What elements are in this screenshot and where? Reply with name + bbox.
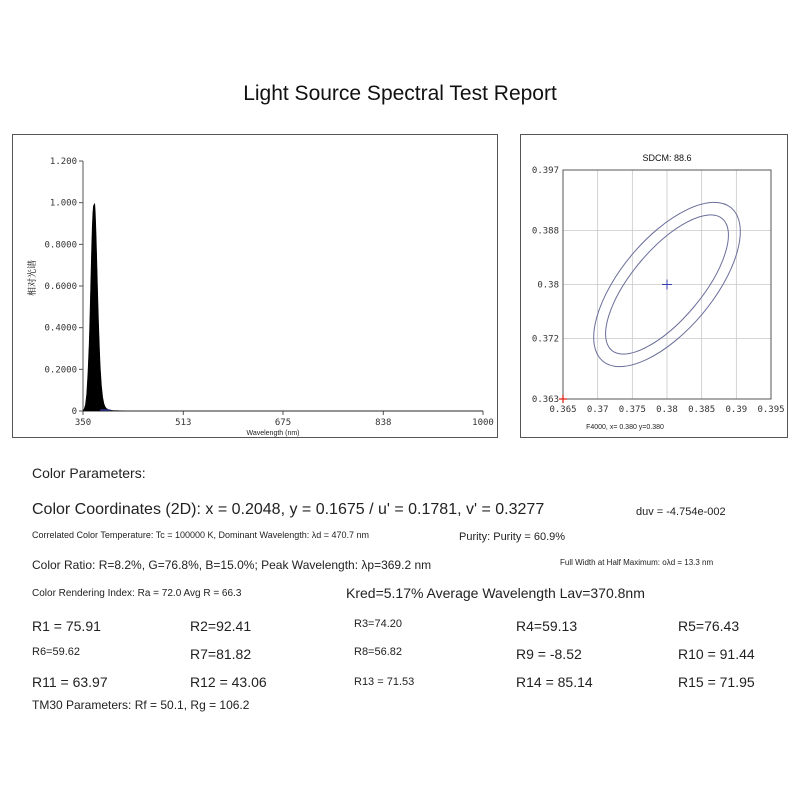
r15-value: R15 = 71.95 (678, 674, 755, 690)
cct-dominant-wavelength: Correlated Color Temperature: Tc = 100000 K, Dominant Wavelength: λd = 470.7 nm (32, 530, 370, 540)
color-ratio: Color Ratio: R=8.2%, G=76.8%, B=15.0%; Peak Wavelength: λp=369.2 nm (32, 558, 432, 572)
x-tick-label: 0.395 (757, 405, 785, 415)
kred-average-wavelength: Kred=5.17% Average Wavelength Lav=370.8nm (346, 585, 645, 601)
y-tick-label: 0.388 (531, 226, 559, 237)
x-tick-label: 0.375 (618, 405, 646, 415)
x-tick-label: 0.365 (549, 405, 577, 415)
purity-value: Purity: Purity = 60.9% (459, 531, 566, 543)
spectrum-curve (83, 204, 483, 411)
chromaticity-chart-panel (520, 134, 788, 438)
y-tick-label: 1.200 (49, 157, 77, 167)
chart-title: SDCM: 88.6 (642, 153, 692, 163)
r6-value: R6=59.62 (32, 646, 81, 658)
r3-value: R3=74.20 (354, 618, 403, 630)
r1-value: R1 = 75.91 (32, 618, 101, 634)
y-tick-label: 0.4000 (44, 323, 77, 334)
x-tick-label: 0.39 (725, 405, 748, 415)
color-rendering-index: Color Rendering Index: Ra = 72.0 Avg R = 66.3 (32, 588, 242, 599)
y-tick-label: 0 (71, 407, 77, 417)
r11-value: R11 = 63.97 (32, 674, 108, 690)
y-tick-label: 0.397 (531, 166, 559, 176)
color-coordinates: Color Coordinates (2D): x = 0.2048, y = 0.1675 / u' = 0.1781, v' = 0.3277 (32, 501, 545, 518)
spectrum-chart-panel (12, 134, 498, 438)
r10-value: R10 = 91.44 (678, 646, 755, 662)
tm30-parameters: TM30 Parameters: Rf = 50.1, Rg = 106.2 (32, 698, 250, 712)
x-axis-label: F4000, x= 0.380 y=0.380 (586, 424, 664, 431)
spectrum-chart (13, 135, 497, 437)
y-tick-label: 1.000 (49, 198, 77, 209)
x-tick-label: 513 (175, 418, 192, 428)
x-axis-label: Wavelength (nm) (246, 430, 300, 437)
x-tick-label: 838 (375, 418, 392, 428)
r4-value: R4=59.13 (516, 618, 578, 634)
x-tick-label: 0.385 (688, 405, 716, 415)
r13-value: R13 = 71.53 (354, 676, 415, 688)
r8-value: R8=56.82 (354, 646, 403, 658)
y-tick-label: 0.372 (531, 334, 559, 345)
x-tick-label: 0.38 (656, 405, 678, 415)
duv-value: duv = -4.754e-002 (636, 506, 726, 518)
r14-value: R14 = 85.14 (516, 674, 593, 690)
r7-value: R7=81.82 (190, 646, 252, 662)
report-title: Light Source Spectral Test Report (243, 82, 557, 105)
r9-value: R9 = -8.52 (516, 646, 582, 662)
x-tick-label: 350 (74, 418, 92, 428)
y-tick-label: 0.363 (531, 395, 559, 405)
x-tick-label: 1000 (472, 418, 494, 428)
fwhm-value: Full Width at Half Maximum: oλd = 13.3 nm (560, 558, 714, 567)
y-tick-label: 0.38 (537, 280, 559, 291)
r2-value: R2=92.41 (190, 618, 252, 634)
chromaticity-chart (521, 135, 787, 437)
x-tick-label: 675 (274, 418, 292, 428)
y-tick-label: 0.2000 (44, 365, 77, 376)
r5-value: R5=76.43 (678, 618, 740, 634)
y-tick-label: 0.8000 (44, 240, 77, 251)
y-axis-label: 相对光谱 (27, 259, 37, 297)
x-tick-label: 0.37 (586, 405, 609, 415)
y-tick-label: 0.6000 (44, 282, 77, 292)
params-heading: Color Parameters: (32, 465, 146, 481)
r12-value: R12 = 43.06 (190, 674, 267, 690)
